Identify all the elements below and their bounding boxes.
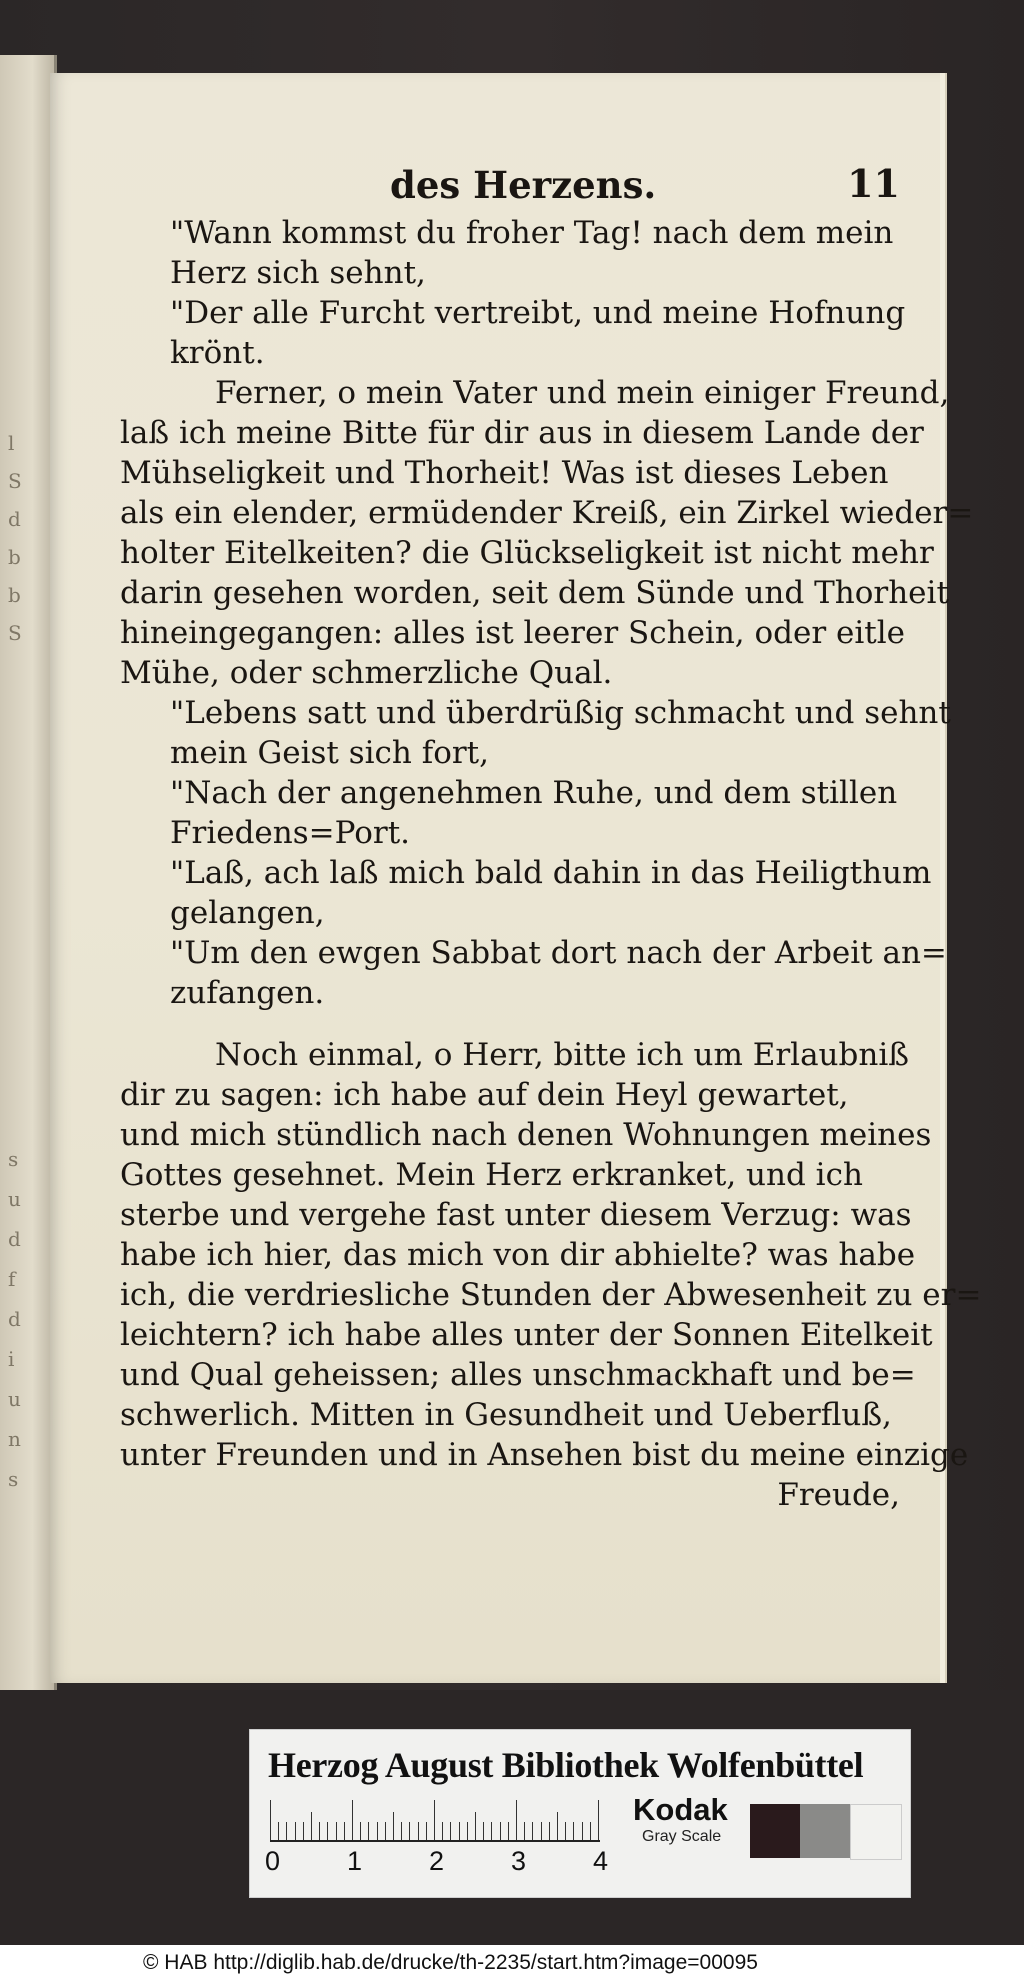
paragraph-line: und Qual geheissen; alles unschmackhaft und be= <box>120 1357 916 1393</box>
paragraph-line: laß ich meine Bitte für dir aus in diesem Lande der <box>120 415 924 451</box>
ruler-tick <box>401 1822 402 1840</box>
color-calibration-bar <box>249 1729 911 1898</box>
ruler-tick <box>590 1822 591 1840</box>
ruler-tick <box>598 1800 599 1840</box>
ruler-number: 0 <box>265 1846 281 1876</box>
ruler-tick <box>434 1800 435 1840</box>
ruler-tick <box>565 1822 566 1840</box>
ruler-tick <box>327 1822 328 1840</box>
verse-continuation: Friedens=Port. <box>170 815 411 851</box>
ruler-tick <box>450 1822 451 1840</box>
bleed-glyph: s <box>8 1147 19 1171</box>
ruler-tick <box>500 1822 501 1840</box>
verse-line: "Lebens satt und überdrüßig schmacht und sehnt <box>170 695 951 731</box>
ruler-tick <box>557 1812 558 1840</box>
bleed-glyph: d <box>8 507 21 531</box>
ruler-tick <box>409 1822 410 1840</box>
ruler-tick <box>491 1822 492 1840</box>
paragraph-first-line: Ferner, o mein Vater und mein einiger Freund, <box>215 375 950 411</box>
ruler-number: 2 <box>429 1846 445 1876</box>
verse-continuation: krönt. <box>170 335 265 371</box>
library-name: Herzog August Bibliothek Wolfenbüttel <box>268 1745 864 1785</box>
copyright-bar <box>0 1945 1024 1984</box>
paragraph-line: habe ich hier, das mich von dir abhielte? was habe <box>120 1237 916 1273</box>
paragraph-line: als ein elender, ermüdender Kreiß, ein Zirkel wieder= <box>120 495 974 531</box>
ruler-tick <box>278 1822 279 1840</box>
ruler-tick <box>549 1822 550 1840</box>
ruler-tick <box>311 1812 312 1840</box>
page-text <box>120 153 982 1515</box>
kodak-logo: Kodak <box>633 1792 728 1827</box>
paragraph-line: dir zu sagen: ich habe auf dein Heyl gewartet, <box>120 1077 849 1113</box>
page-header <box>120 153 900 213</box>
paragraph-line: sterbe und vergehe fast unter diesem Verzug: was <box>120 1197 912 1233</box>
ruler-tick <box>344 1822 345 1840</box>
ruler-tick <box>377 1822 378 1840</box>
verse-continuation: gelangen, <box>170 895 325 931</box>
paragraph-line: ich, die verdriesliche Stunden der Abwesenheit zu er= <box>120 1277 982 1313</box>
paragraph-line: Mühseligkeit und Thorheit! Was ist dieses Leben <box>120 455 889 491</box>
cm-ruler <box>270 1798 600 1842</box>
ruler-tick <box>368 1822 369 1840</box>
ruler-tick <box>582 1822 583 1840</box>
ruler-tick <box>467 1822 468 1840</box>
paragraph-line: holter Eitelkeiten? die Glückseligkeit ist nicht mehr <box>120 535 934 571</box>
page-number: 11 <box>847 161 900 206</box>
ruler-tick <box>426 1822 427 1840</box>
paragraph-line: hineingegangen: alles ist leerer Schein, oder eitle <box>120 615 906 651</box>
paragraph-first-line: Noch einmal, o Herr, bitte ich um Erlaubniß <box>215 1037 909 1073</box>
ruler-tick <box>286 1822 287 1840</box>
ruler-tick <box>336 1822 337 1840</box>
book-page <box>50 73 982 1683</box>
running-title: des Herzens. <box>390 163 657 207</box>
verse-continuation: zufangen. <box>170 975 325 1011</box>
ruler-tick <box>393 1812 394 1840</box>
paragraph-line: leichtern? ich habe alles unter der Sonnen Eitelkeit <box>120 1317 933 1353</box>
ruler-tick <box>459 1822 460 1840</box>
ruler-tick <box>475 1812 476 1840</box>
ruler-tick <box>385 1822 386 1840</box>
paragraph-line: unter Freunden und in Ansehen bist du meine einzige <box>120 1437 969 1473</box>
bleed-glyph: b <box>8 545 21 569</box>
ruler-tick <box>524 1822 525 1840</box>
ruler-tick <box>303 1822 304 1840</box>
copyright-text: © HAB http://diglib.hab.de/drucke/th-2235/start.htm?image=00095 <box>143 1951 758 1974</box>
ruler-tick <box>573 1822 574 1840</box>
paragraph-line: und mich stündlich nach denen Wohnungen meines <box>120 1117 932 1153</box>
ruler-tick <box>516 1800 517 1840</box>
bleed-glyph: d <box>8 1227 21 1251</box>
catchword: Freude, <box>777 1477 900 1513</box>
ruler-tick <box>418 1822 419 1840</box>
paragraph-line: schwerlich. Mitten in Gesundheit und Ueberfluß, <box>120 1397 892 1433</box>
bleed-glyph: u <box>8 1187 21 1211</box>
verse-line: "Um den ewgen Sabbat dort nach der Arbeit an= <box>170 935 947 971</box>
facing-page-edge <box>0 55 57 1695</box>
verse-continuation: mein Geist sich fort, <box>170 735 489 771</box>
bleed-glyph: S <box>8 621 22 645</box>
bleed-glyph: u <box>8 1387 21 1411</box>
ruler-number: 1 <box>347 1846 363 1876</box>
ruler-tick <box>295 1822 296 1840</box>
paragraph-line: Mühe, oder schmerzliche Qual. <box>120 655 613 691</box>
bleed-glyph: d <box>8 1307 21 1331</box>
ruler-tick <box>270 1800 271 1840</box>
bleed-glyph: s <box>8 1467 19 1491</box>
ruler-tick <box>319 1822 320 1840</box>
text-body <box>120 213 982 1515</box>
verse-line: "Wann kommst du froher Tag! nach dem mein <box>170 215 894 251</box>
paragraph-line: darin gesehen worden, seit dem Sünde und Thorheit <box>120 575 949 611</box>
bleed-glyph: i <box>8 1347 15 1371</box>
bleed-glyph: l <box>8 431 15 455</box>
paragraph-line: Gottes gesehnet. Mein Herz erkranket, und ich <box>120 1157 863 1193</box>
verse-continuation: Herz sich sehnt, <box>170 255 426 291</box>
bleed-glyph: f <box>8 1267 16 1291</box>
ruler-tick <box>508 1822 509 1840</box>
ruler-tick <box>442 1822 443 1840</box>
paragraph-gap <box>120 1013 900 1035</box>
ruler-tick <box>352 1800 353 1840</box>
ruler-number: 3 <box>511 1846 527 1876</box>
ruler-tick <box>483 1822 484 1840</box>
bleed-glyph: b <box>8 583 21 607</box>
gray-swatch-mid <box>800 1804 850 1858</box>
ruler-tick <box>532 1822 533 1840</box>
verse-line: "Laß, ach laß mich bald dahin in das Heiligthum <box>170 855 932 891</box>
verse-line: "Nach der angenehmen Ruhe, und dem stillen <box>170 775 898 811</box>
ruler-number: 4 <box>593 1846 609 1876</box>
ruler-tick <box>360 1822 361 1840</box>
gray-swatch-dark <box>750 1804 800 1858</box>
bleed-glyph: S <box>8 469 22 493</box>
gray-scale-label: Gray Scale <box>642 1828 722 1845</box>
ruler-tick <box>541 1822 542 1840</box>
verse-line: "Der alle Furcht vertreibt, und meine Hofnung <box>170 295 906 331</box>
gray-swatch-light <box>850 1804 902 1860</box>
bleed-glyph: n <box>8 1427 21 1451</box>
